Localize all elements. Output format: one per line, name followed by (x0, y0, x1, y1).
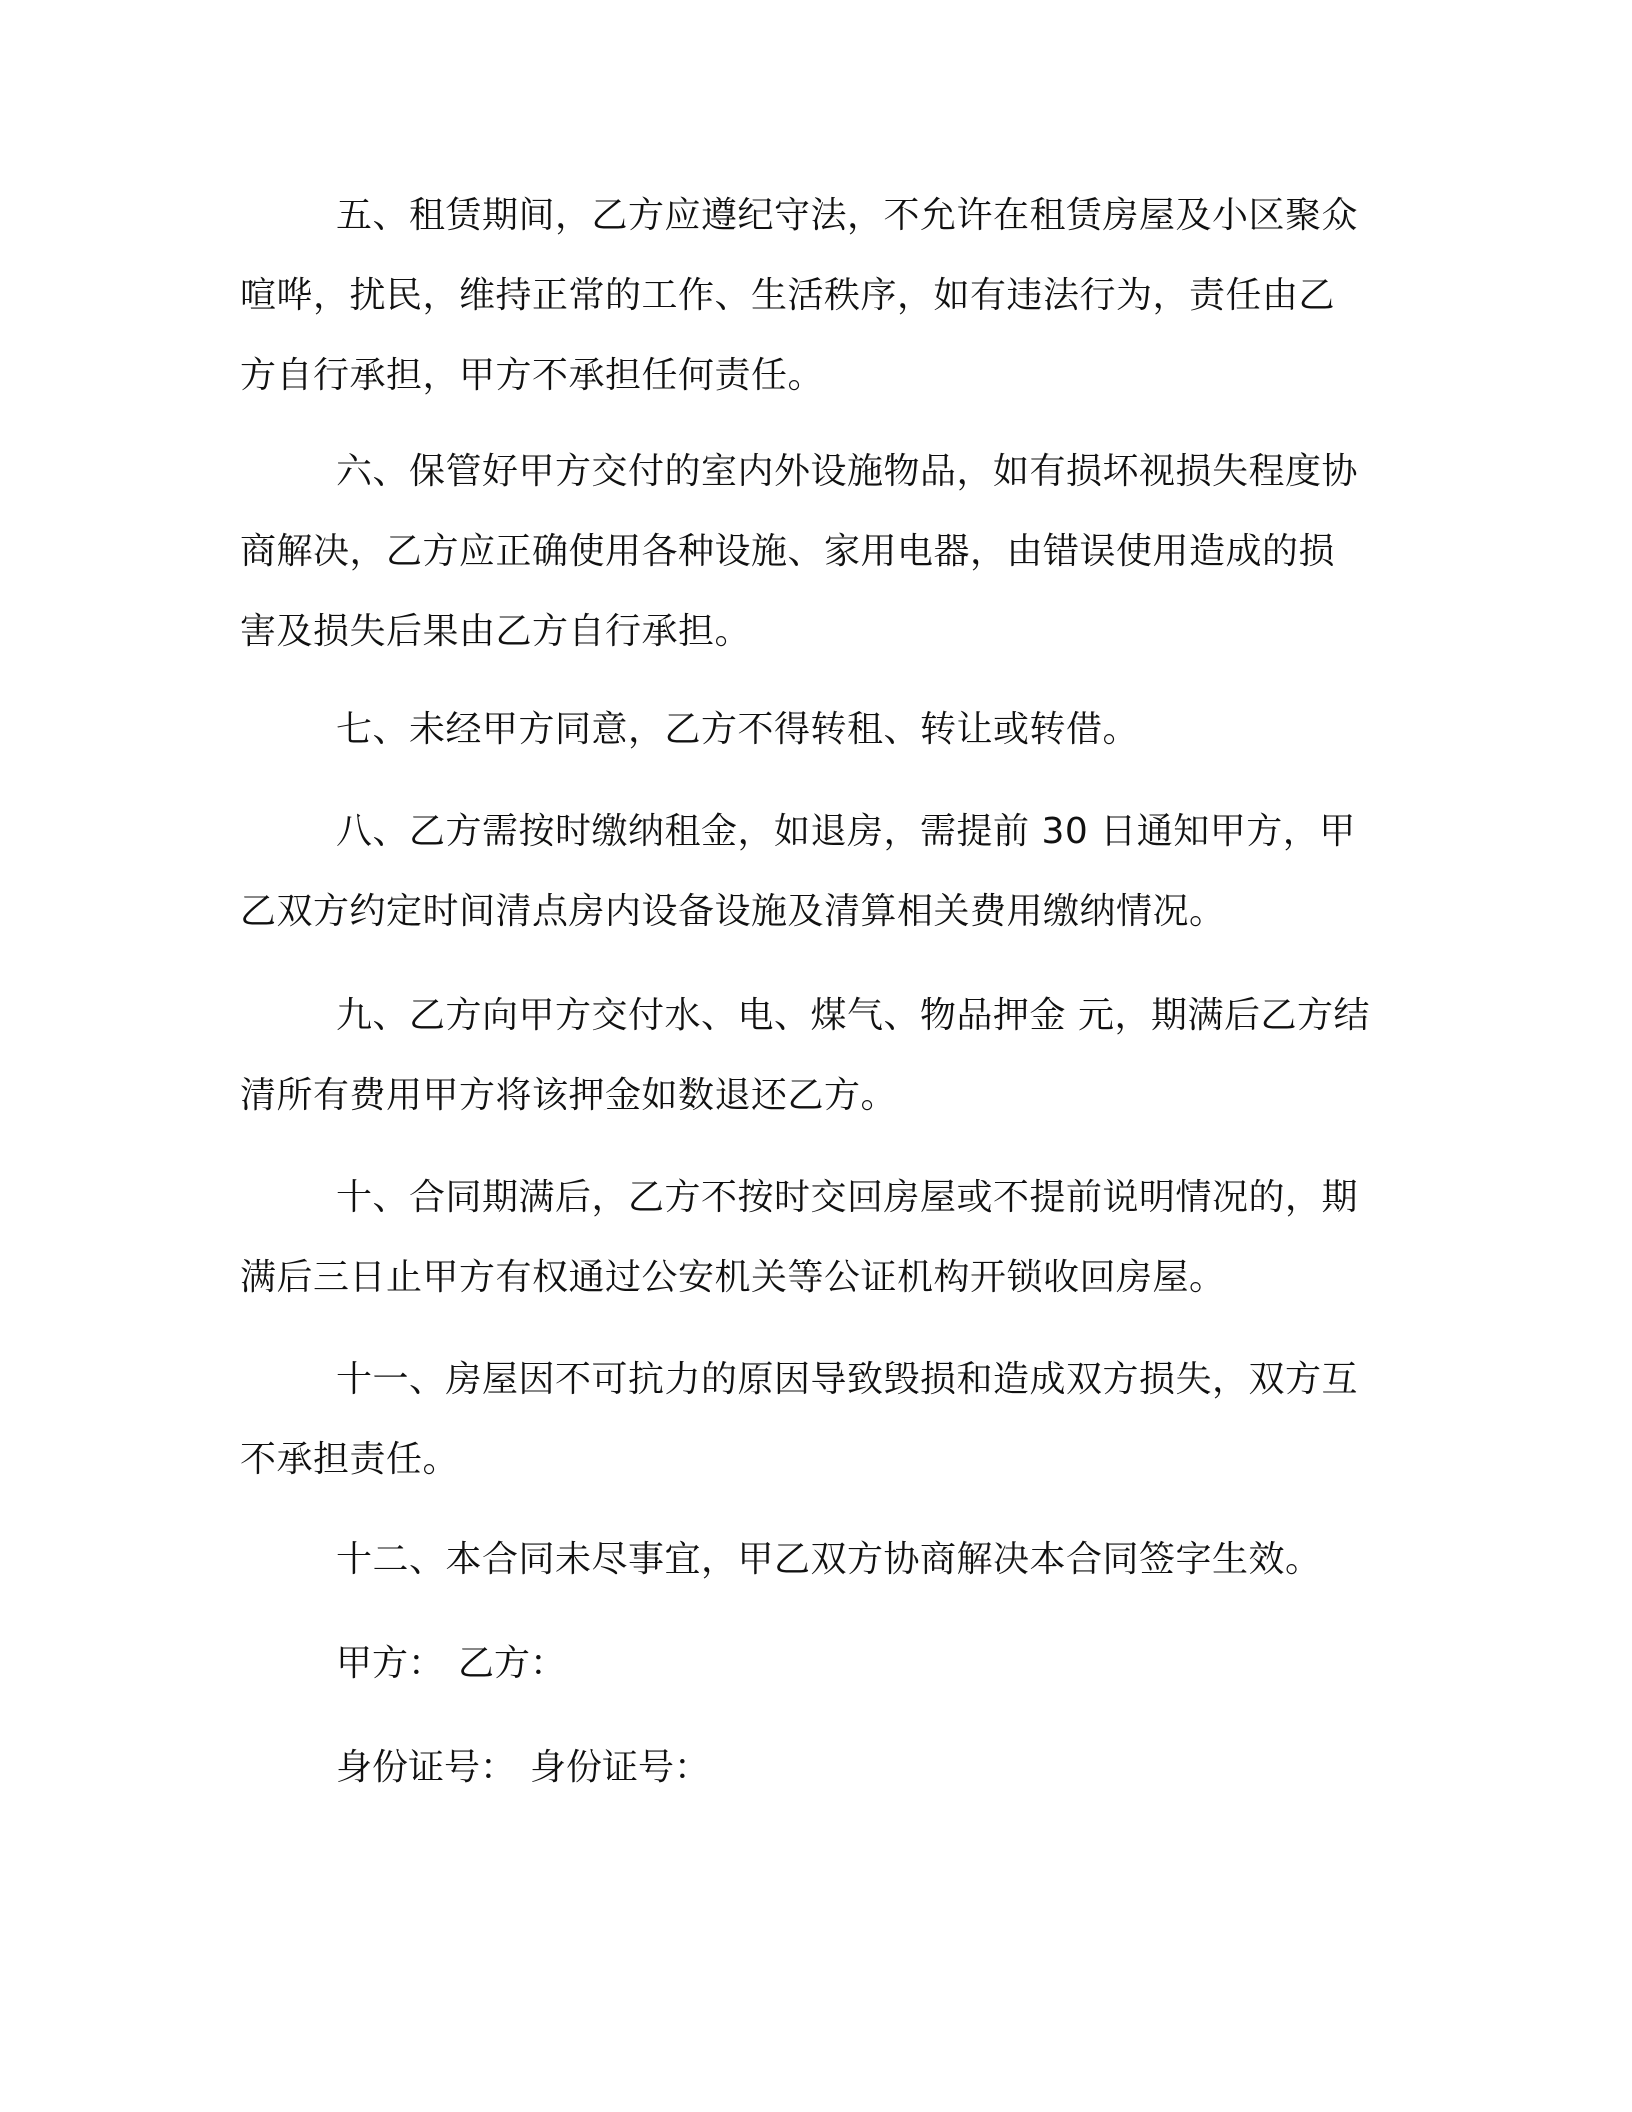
signature-id-numbers (336, 1728, 710, 1808)
clause-ten-line-2: 满后三日止甲方有权通过公安机关等公证机构开锁收回房屋。 (240, 1257, 1226, 1298)
clause-five (240, 176, 1390, 416)
clause-seven-line-1: 七、未经甲方同意，乙方不得转租、转让或转借。 (336, 709, 1140, 750)
clause-eight-line-1: 八、乙方需按时缴纳租金，如退房，需提前 30 日通知甲方，甲 (336, 811, 1356, 852)
clause-five-line-2: 喧哗，扰民，维持正常的工作、生活秩序，如有违法行为，责任由乙 (240, 275, 1336, 316)
clause-twelve (240, 1520, 1390, 1600)
party-a-label: 甲方： (336, 1643, 445, 1684)
party-b-id-label: 身份证号： (530, 1747, 711, 1788)
clause-ten (240, 1158, 1390, 1318)
clause-nine-line-2: 清所有费用甲方将该押金如数退还乙方。 (240, 1075, 898, 1116)
clause-eleven-line-2: 不承担责任。 (240, 1439, 460, 1480)
party-a-id-label: 身份证号： (336, 1747, 517, 1788)
clause-eight-line-2: 乙双方约定时间清点房内设备设施及清算相关费用缴纳情况。 (240, 891, 1226, 932)
clause-eleven (240, 1340, 1390, 1500)
party-b-label: 乙方： (458, 1643, 567, 1684)
clause-seven (240, 690, 1390, 770)
clause-nine (240, 976, 1390, 1136)
clause-six-line-2: 商解决，乙方应正确使用各种设施、家用电器，由错误使用造成的损 (240, 531, 1336, 572)
clause-six-line-1: 六、保管好甲方交付的室内外设施物品，如有损坏视损失程度协 (336, 451, 1359, 492)
clause-five-line-1: 五、租赁期间，乙方应遵纪守法，不允许在租赁房屋及小区聚众 (336, 195, 1359, 236)
clause-five-line-3: 方自行承担，甲方不承担任何责任。 (240, 355, 825, 396)
clause-six-line-3: 害及损失后果由乙方自行承担。 (240, 611, 752, 652)
clause-six (240, 432, 1390, 672)
clause-eight (240, 792, 1390, 952)
clause-twelve-line-1: 十二、本合同未尽事宜，甲乙双方协商解决本合同签字生效。 (336, 1539, 1322, 1580)
signature-parties (336, 1624, 566, 1704)
clause-eleven-line-1: 十一、房屋因不可抗力的原因导致毁损和造成双方损失，双方互 (336, 1359, 1359, 1400)
clause-nine-line-1: 九、乙方向甲方交付水、电、煤气、物品押金 元，期满后乙方结 (336, 995, 1370, 1036)
clause-ten-line-1: 十、合同期满后，乙方不按时交回房屋或不提前说明情况的，期 (336, 1177, 1359, 1218)
